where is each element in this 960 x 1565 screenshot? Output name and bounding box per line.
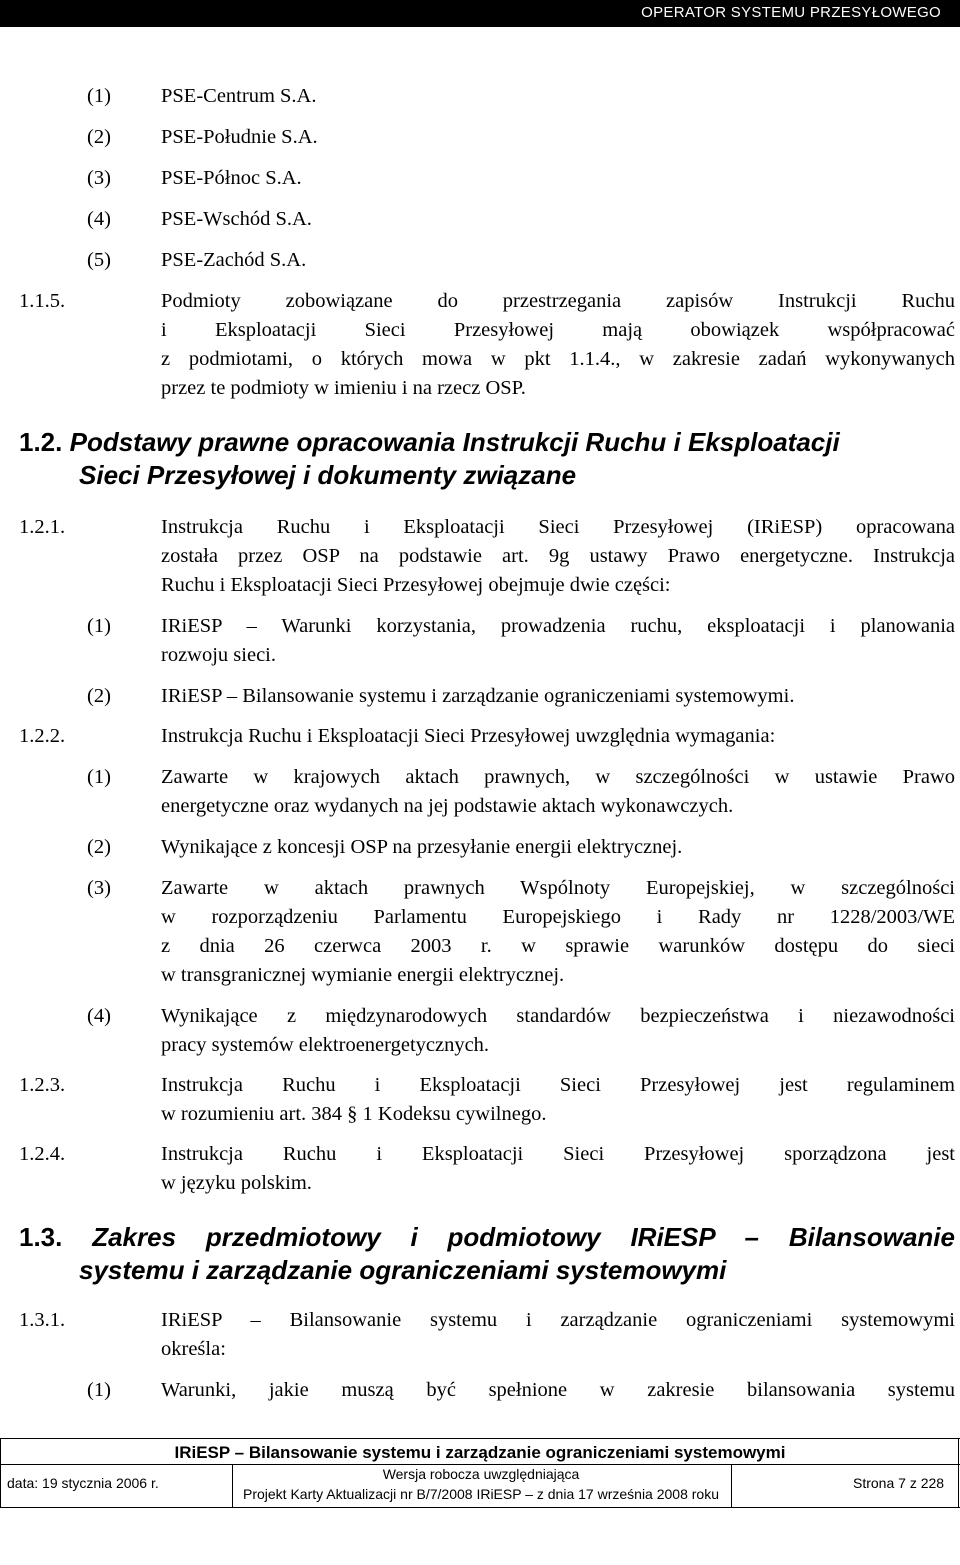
list-item-line: w rozporządzeniu Parlamentu Europejskiego i Rady nr 1228/2003/WE [161,906,955,928]
heading-title: Podstawy prawne opracowania Instrukcji Ruchu i Eksploatacji [69,427,840,457]
list-item-line: Zawarte w krajowych aktach prawnych, w szczególności w ustawie Prawo [161,766,955,788]
paragraph-number: 1.2.3. [19,1074,66,1096]
paragraph-line: i Eksploatacji Sieci Przesyłowej mają obowiązek współpracować [161,319,955,341]
list-item-number: (5) [87,249,111,271]
list-item-line: rozwoju sieci. [161,644,276,666]
list-item-number: (1) [87,85,111,107]
list-item-text: PSE-Centrum S.A. [161,85,317,107]
paragraph-line: Instrukcja Ruchu i Eksploatacji Sieci Przesyłowej jest regulaminem [161,1074,955,1096]
paragraph-line: przez te podmioty w imieniu i na rzecz OSP. [161,377,526,399]
footer-date: data: 19 stycznia 2006 r. [7,1475,159,1491]
paragraph-line: Instrukcja Ruchu i Eksploatacji Sieci Przesyłowej sporządzona jest [161,1143,955,1165]
list-item-line: Wynikające z międzynarodowych standardów bezpieczeństwa i niezawodności [161,1005,955,1027]
list-item-line: w transgranicznej wymianie energii elektrycznej. [161,964,565,986]
list-item-line: Warunki, jakie muszą być spełnione w zakresie bilansowania systemu [161,1379,955,1401]
list-item-line: z dnia 26 czerwca 2003 r. w sprawie warunków dostępu do sieci [161,935,955,957]
heading-number: 1.2. [19,427,63,457]
footer-top-rule [0,1438,960,1439]
list-item-number: (3) [87,877,111,899]
section-sign: § [347,1103,358,1125]
list-item-number: (4) [87,1005,111,1027]
paragraph-line: Instrukcja Ruchu i Eksploatacji Sieci Przesyłowej (IRiESP) opracowana [161,516,955,538]
list-item-line: Wynikające z koncesji OSP na przesyłanie energii elektrycznej. [161,836,683,858]
paragraph-number: 1.2.1. [19,516,66,538]
heading-number: 1.3. [19,1222,63,1252]
footer-page-number: Strona 7 z 228 [853,1475,945,1491]
paragraph-line: została przez OSP na podstawie art. 9g ustawy Prawo energetyczne. Instrukcja [161,545,955,567]
footer-divider [958,1438,959,1508]
list-item-number: (1) [87,766,111,788]
list-item-number: (4) [87,208,111,230]
heading-title-line2: systemu i zarządzanie ograniczeniami systemowymi [79,1255,727,1285]
paragraph-line: Instrukcja Ruchu i Eksploatacji Sieci Przesyłowej uwzględnia wymagania: [161,725,776,747]
footer-mid-rule [0,1464,960,1465]
list-item-text: PSE-Wschód S.A. [161,208,312,230]
paragraph-number: 1.3.1. [19,1309,66,1331]
paragraph-line [161,1100,955,1129]
paragraph-number: 1.2.2. [19,725,66,747]
list-item-number: (1) [87,1379,111,1401]
paragraph-line: Podmioty zobowiązane do przestrzegania zapisów Instrukcji Ruchu [161,290,955,312]
paragraph-number: 1.1.5. [19,290,66,312]
footer-version: Wersja robocza uwzględniająca [382,1466,580,1482]
paragraph-text: 1 Kodeksu cywilnego. [357,1103,547,1125]
heading-title-line2: Sieci Przesyłowej i dokumenty związane [79,460,577,490]
paragraph-line: z podmiotami, o których mowa w pkt 1.1.4., w zakresie zadań wykonywanych [161,348,955,370]
footer-bottom-rule [0,1507,960,1508]
paragraph-number: 1.2.4. [19,1143,66,1165]
paragraph-line: IRiESP – Bilansowanie systemu i zarządzanie ograniczeniami systemowymi [161,1309,955,1331]
list-item-text: PSE-Północ S.A. [161,167,302,189]
list-item-text: PSE-Południe S.A. [161,126,318,148]
list-item-line: energetyczne oraz wydanych na jej podstawie aktach wykonawczych. [161,795,734,817]
paragraph-line: Ruchu i Eksploatacji Sieci Przesyłowej obejmuje dwie części: [161,574,671,596]
footer-title: IRiESP – Bilansowanie systemu i zarządzanie ograniczeniami systemowymi [174,1443,786,1462]
footer-project: Projekt Karty Aktualizacji nr B/7/2008 IRiESP – z dnia 17 września 2008 roku [243,1486,719,1502]
list-item-line: IRiESP – Bilansowanie systemu i zarządzanie ograniczeniami systemowymi. [161,685,795,707]
list-item-number: (1) [87,615,111,637]
list-item-line: IRiESP – Warunki korzystania, prowadzenia ruchu, eksploatacji i planowania [161,615,955,637]
paragraph-line: w języku polskim. [161,1172,312,1194]
list-item-line: pracy systemów elektroenergetycznych. [161,1034,490,1056]
page-header: OPERATOR SYSTEMU PRZESYŁOWEGO [0,0,960,27]
list-item-line: Zawarte w aktach prawnych Wspólnoty Europejskiej, w szczególności [161,877,955,899]
list-item-number: (2) [87,126,111,148]
footer-divider [731,1464,732,1508]
paragraph-text: w rozumieniu art. 384 [161,1103,348,1125]
list-item-number: (3) [87,167,111,189]
heading-title: Zakres przedmiotowy i podmiotowy IRiESP – Bilansowanie [92,1222,955,1252]
paragraph-line: określa: [161,1338,226,1360]
list-item-number: (2) [87,836,111,858]
footer-divider [0,1438,1,1508]
list-item-text: PSE-Zachód S.A. [161,249,307,271]
list-item-number: (2) [87,685,111,707]
